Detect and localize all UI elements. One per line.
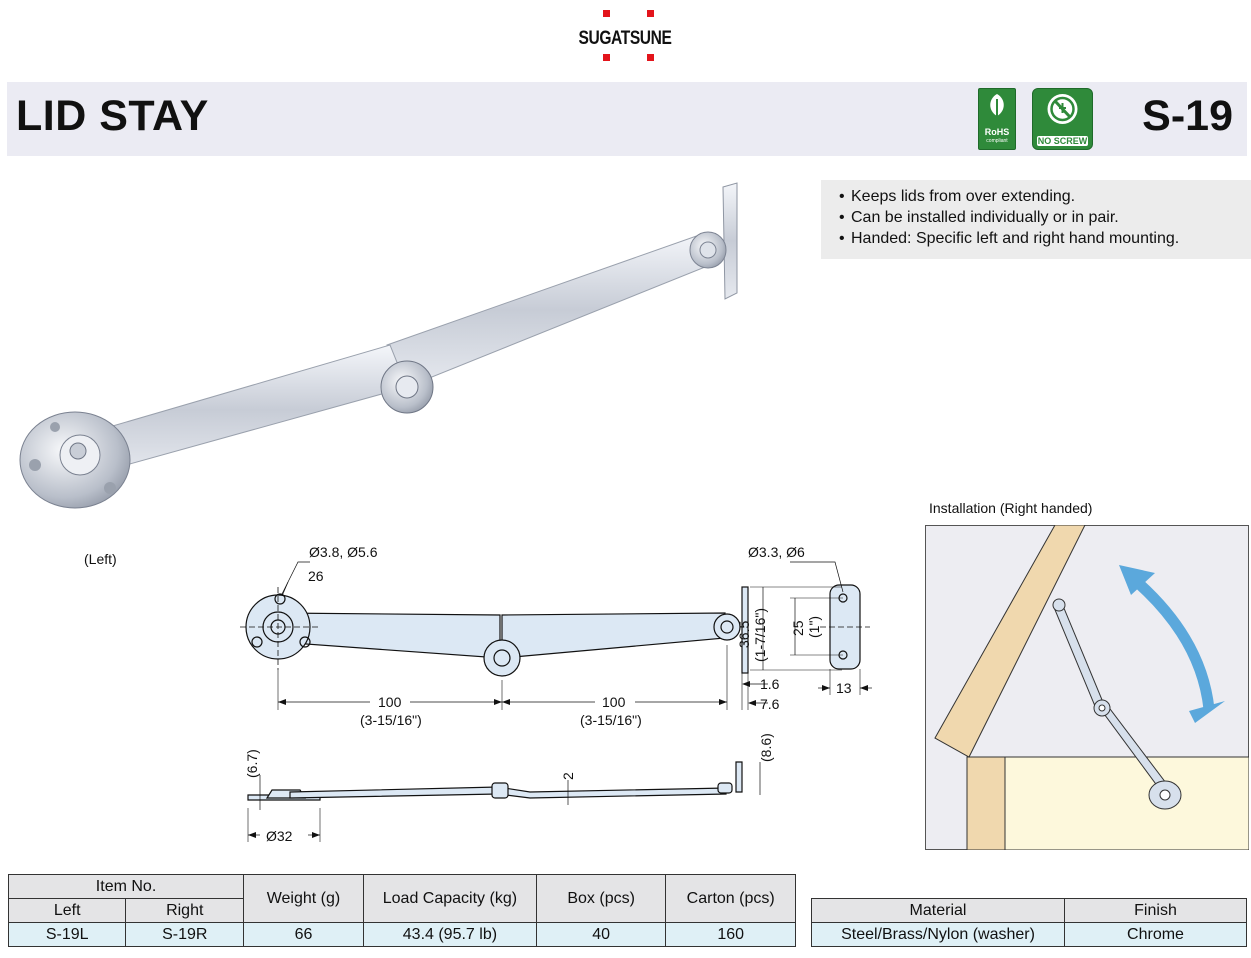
table-row xyxy=(812,923,1247,947)
col-finish: Finish xyxy=(1065,899,1247,923)
product-code: S-19 xyxy=(1142,92,1233,140)
product-photo xyxy=(15,175,765,520)
sugatsune-logo xyxy=(560,8,690,66)
leaf-icon xyxy=(979,89,1015,123)
dim-8-6: (8.6) xyxy=(758,733,774,762)
page-title: LID STAY xyxy=(16,92,209,140)
cell-load-capacity: 43.4 (95.7 lb) xyxy=(363,923,536,947)
logo-text: SUGATSUNE xyxy=(578,28,672,49)
dim-32: Ø32 xyxy=(266,828,293,844)
col-right: Right xyxy=(126,899,244,923)
col-weight: Weight (g) xyxy=(244,875,364,923)
feature-item: • Can be installed individually or in pair. xyxy=(839,207,1251,228)
spec-table xyxy=(8,874,796,947)
feature-list xyxy=(821,180,1251,259)
no-screw-label: NO SCREW xyxy=(1037,136,1088,146)
cell-left-item: S-19L xyxy=(9,923,126,947)
hole-dim-left: Ø3.8, Ø5.6 xyxy=(309,544,378,560)
dim-7-6: 7.6 xyxy=(760,696,780,712)
side-label: (Left) xyxy=(84,551,117,567)
material-table xyxy=(811,898,1247,947)
dim-26: 26 xyxy=(308,568,324,584)
installation-caption: Installation (Right handed) xyxy=(929,500,1093,516)
dim-25-inch: (1") xyxy=(806,615,822,638)
col-carton: Carton (pcs) xyxy=(666,875,796,923)
dim-36-5: 36.5 xyxy=(736,620,752,648)
dim-36-5-inch: (1-7/16") xyxy=(752,608,768,662)
dim-100-right-inch: (3-15/16") xyxy=(580,712,642,728)
cell-finish: Chrome xyxy=(1065,923,1247,947)
col-left: Left xyxy=(9,899,126,923)
installation-illustration xyxy=(925,525,1249,850)
col-material: Material xyxy=(812,899,1065,923)
cell-box: 40 xyxy=(536,923,665,947)
cell-material: Steel/Brass/Nylon (washer) xyxy=(812,923,1065,947)
dim-6-7: (6.7) xyxy=(244,749,260,778)
col-load-capacity: Load Capacity (kg) xyxy=(363,875,536,923)
dim-13: 13 xyxy=(836,680,852,696)
dim-100-right: 100 xyxy=(602,694,626,710)
rohs-badge xyxy=(978,88,1016,150)
dim-1-6: 1.6 xyxy=(760,676,780,692)
dim-2: 2 xyxy=(560,772,576,780)
cell-right-item: S-19R xyxy=(126,923,244,947)
cell-weight: 66 xyxy=(244,923,364,947)
col-item-no: Item No. xyxy=(9,875,244,899)
dim-100-left-inch: (3-15/16") xyxy=(360,712,422,728)
col-box: Box (pcs) xyxy=(536,875,665,923)
no-screw-badge xyxy=(1032,88,1093,150)
rohs-sublabel: compliant xyxy=(986,138,1008,144)
hole-dim-right: Ø3.3, Ø6 xyxy=(748,544,805,560)
dimension-drawing xyxy=(230,530,890,850)
cell-carton: 160 xyxy=(666,923,796,947)
dim-100-left: 100 xyxy=(378,694,402,710)
feature-item: • Keeps lids from over extending. xyxy=(839,186,1251,207)
dim-25: 25 xyxy=(790,620,806,636)
no-screw-icon xyxy=(1033,89,1092,131)
rohs-label: RoHS xyxy=(984,127,1010,137)
feature-item: • Handed: Specific left and right hand mounting. xyxy=(839,228,1251,249)
table-row xyxy=(9,923,796,947)
